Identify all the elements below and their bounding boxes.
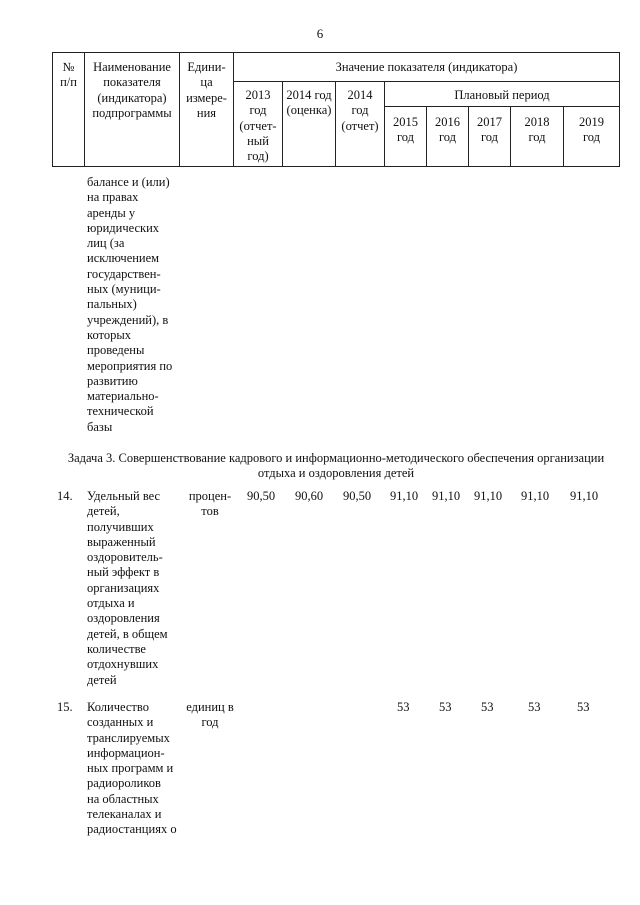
header-num: № п/п (60, 60, 77, 90)
header-unit: Едини- ца измере- ния (186, 60, 227, 120)
indicator-name: Количество созданных и транслируемых информацион- ных программ и радиороликов на областных телеканалах и радиостанциях о (87, 700, 177, 837)
unit: единиц в год (186, 700, 234, 730)
header-2016: 2016 год (435, 115, 460, 145)
value-2014-report: 90,50 (343, 489, 372, 503)
header-2017: 2017 год (477, 115, 502, 145)
value-2017: 53 (481, 700, 494, 714)
header-name: Наименование показателя (индикатора) подпрограммы (92, 60, 172, 120)
task-3-heading: Задача 3. Совершенствование кадрового и информационно-методического обеспечения организации отдыха и оздоровления детей (67, 451, 605, 480)
header-2014-report: 2014 год (отчет) (341, 88, 379, 133)
value-2019: 53 (577, 700, 590, 714)
value-2019: 91,10 (570, 489, 599, 503)
header-2019: 2019 год (579, 115, 604, 145)
continued-indicator-text: балансе и (или) на правах аренды у юридических лиц (за исключением государствен- ных (муници- пальных) учреждений), в которых проведены мероприятия по развитию материально- технической базы (87, 175, 173, 434)
header-2018: 2018 год (524, 115, 550, 145)
value-2018: 53 (528, 700, 541, 714)
value-2016: 91,10 (432, 489, 461, 503)
value-2015: 91,10 (390, 489, 419, 503)
value-2014-estimate: 90,60 (295, 489, 324, 503)
indicator-name: Удельный вес детей, получивших выраженный оздоровитель- ный эффект в организациях отдыха и оздоровления детей, в общем количестве отдохнувших детей (87, 489, 168, 687)
value-2018: 91,10 (521, 489, 550, 503)
header-value: Значение показателя (индикатора) (335, 60, 518, 74)
value-2016: 53 (439, 700, 452, 714)
value-2013: 90,50 (247, 489, 276, 503)
page-number: 6 (316, 26, 324, 41)
row-number: 15. (57, 700, 73, 714)
row-number: 14. (57, 489, 73, 503)
value-2017: 91,10 (474, 489, 503, 503)
value-2015: 53 (397, 700, 410, 714)
unit: процен- тов (188, 489, 232, 519)
header-plan-period: Плановый период (454, 88, 550, 102)
header-2015: 2015 год (393, 115, 418, 145)
header-2013: 2013 год (отчет- ный год) (239, 88, 277, 164)
header-2014-estimate: 2014 год (оценка) (286, 88, 332, 118)
